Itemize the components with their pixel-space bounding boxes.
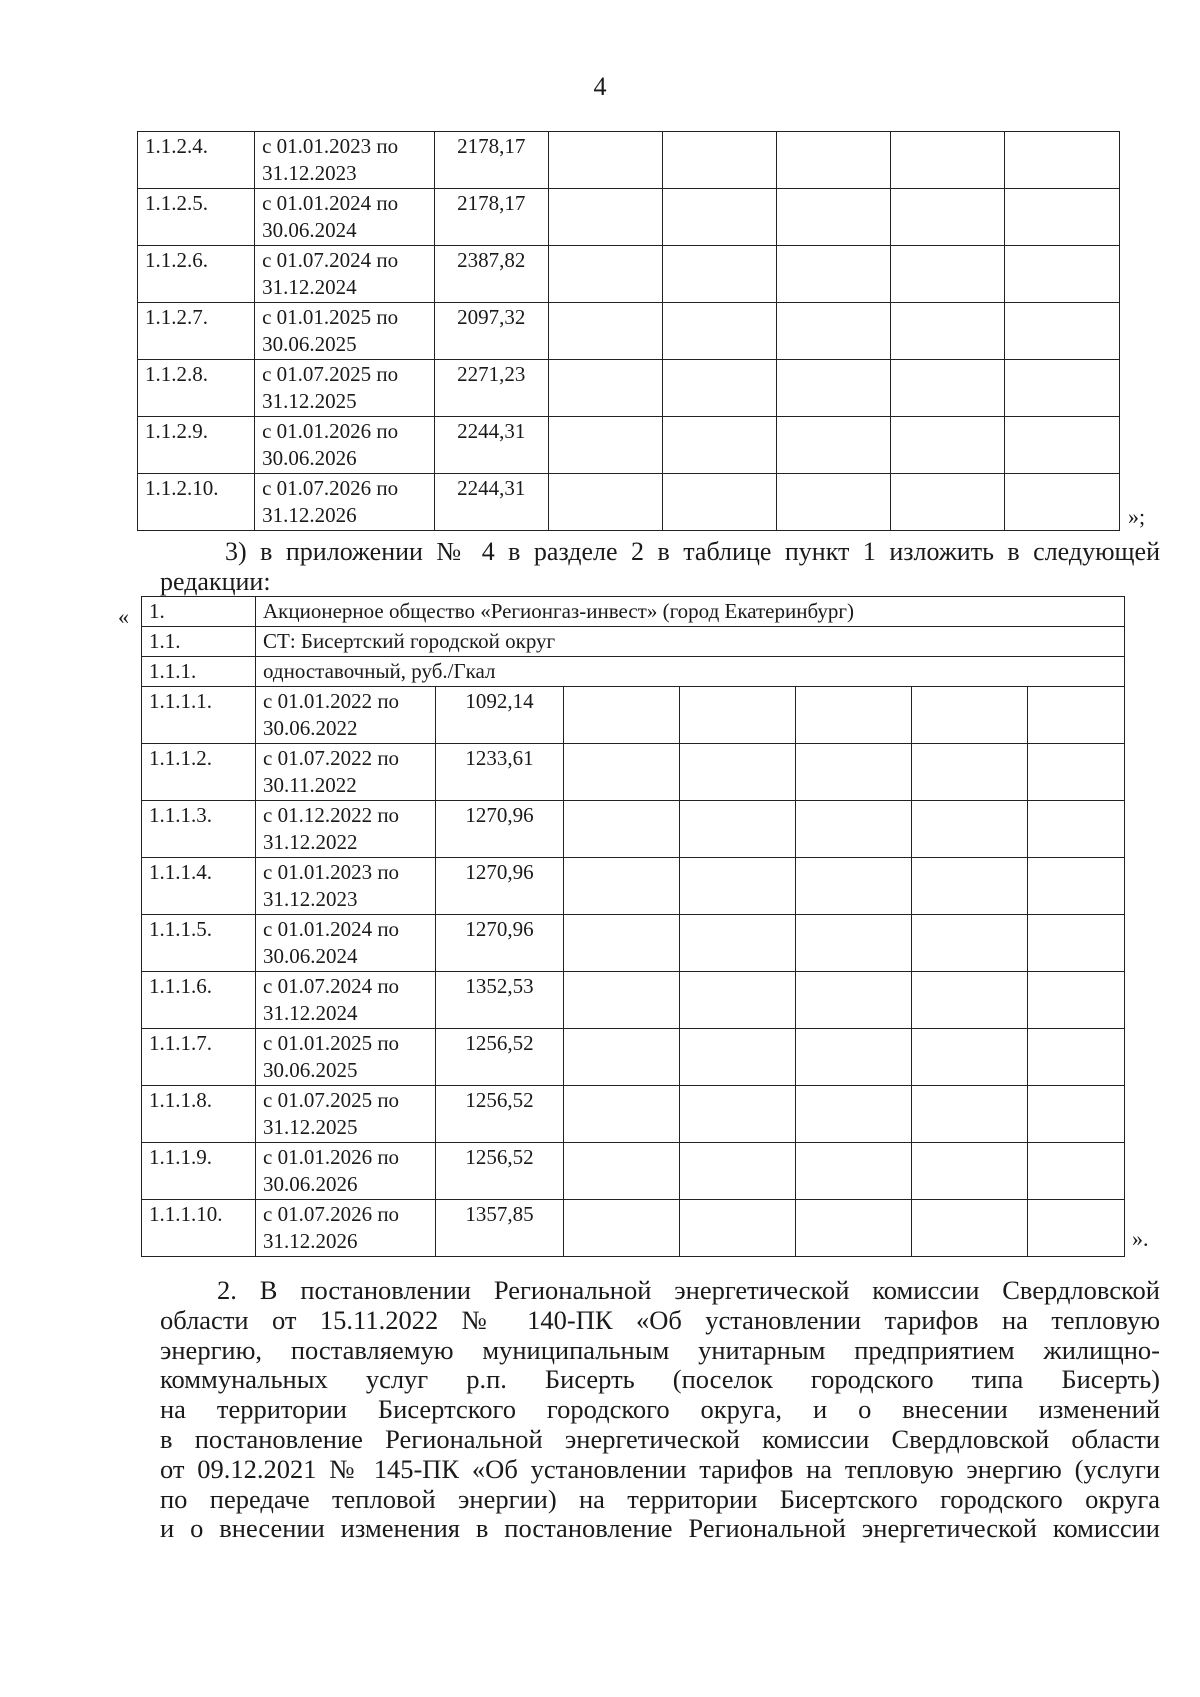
period-end: 30.06.2026 (263, 1172, 358, 1196)
tariff-value-cell: 1270,96 (436, 801, 564, 858)
period-cell (256, 1029, 436, 1086)
empty-cell (564, 1143, 680, 1200)
period-end: 30.11.2022 (263, 773, 357, 797)
empty-cell (1004, 132, 1119, 189)
empty-cell (890, 132, 1004, 189)
empty-cell (662, 303, 776, 360)
row-number-cell: 1.1. (142, 627, 256, 657)
table-row (142, 1200, 1125, 1257)
empty-cell (680, 687, 796, 744)
paragraph-2-line: энергию, поставляемую муниципальным унитарным предприятием жилищно- (160, 1334, 1160, 1365)
tariff-value-cell: 1092,14 (436, 687, 564, 744)
table-bottom-closing-quote: ». (1132, 1226, 1149, 1251)
period-cell (256, 915, 436, 972)
empty-cell (1028, 1143, 1125, 1200)
paragraph-3-line-2: редакции: (160, 567, 271, 596)
table-row (142, 858, 1125, 915)
row-number-cell: 1.1.1.4. (142, 858, 256, 915)
table-row (142, 744, 1125, 801)
paragraph-2-line: и о внесении изменения в постановление Региональной энергетической комиссии (160, 1513, 1160, 1544)
table-row (138, 360, 1120, 417)
paragraph-2-line: 2. В постановлении Региональной энергетической комиссии Свердловской (217, 1275, 1160, 1305)
period-cell (256, 801, 436, 858)
period-end: 30.06.2022 (263, 716, 358, 740)
empty-cell (912, 744, 1028, 801)
table-row (142, 1029, 1125, 1086)
table-row (138, 189, 1120, 246)
table-row (138, 474, 1120, 531)
paragraph-3-line-1: 3) в приложении № 4 в разделе 2 в таблице пункт 1 изложить в следующей (225, 537, 1160, 566)
table-row (138, 417, 1120, 474)
period-start: с 01.07.2022 по (263, 746, 400, 770)
row-number-cell: 1.1.1.5. (142, 915, 256, 972)
tariff-value-cell: 2178,17 (434, 132, 548, 189)
tariff-value-cell: 1256,52 (436, 1086, 564, 1143)
empty-cell (796, 858, 912, 915)
period-end: 30.06.2024 (263, 944, 358, 968)
empty-cell (776, 360, 890, 417)
empty-cell (796, 1029, 912, 1086)
empty-cell (1004, 360, 1119, 417)
empty-cell (564, 915, 680, 972)
period-cell (255, 189, 435, 246)
period-end: 31.12.2024 (262, 275, 357, 299)
period-cell (255, 474, 435, 531)
row-number-cell: 1.1.1.1. (142, 687, 256, 744)
row-number-cell: 1.1.1.3. (142, 801, 256, 858)
paragraph-2-line: в постановление Региональной энергетической комиссии Свердловской области (160, 1423, 1160, 1454)
empty-cell (662, 189, 776, 246)
row-number-cell: 1.1.1. (142, 657, 256, 687)
empty-cell (890, 303, 1004, 360)
period-end: 31.12.2026 (263, 1229, 358, 1253)
table-top-closing-quote: »; (1128, 504, 1146, 529)
paragraph-2 (160, 1276, 1160, 1544)
row-number-cell: 1.1.2.9. (138, 417, 255, 474)
empty-cell (680, 858, 796, 915)
empty-cell (680, 1086, 796, 1143)
period-start: с 01.01.2025 по (262, 305, 399, 329)
table-row (142, 915, 1125, 972)
empty-cell (776, 303, 890, 360)
period-cell (256, 1143, 436, 1200)
empty-cell (564, 687, 680, 744)
row-number-cell: 1.1.1.8. (142, 1086, 256, 1143)
tariff-value-cell: 1270,96 (436, 915, 564, 972)
period-end: 31.12.2025 (262, 389, 357, 413)
row-number-cell: 1. (142, 597, 256, 627)
page-number: 4 (593, 72, 607, 101)
paragraph-2-line: по передаче тепловой энергии) на территории Бисертского городского округа (160, 1483, 1160, 1514)
period-start: с 01.01.2026 по (263, 1145, 400, 1169)
empty-cell (1028, 972, 1125, 1029)
row-number-cell: 1.1.2.6. (138, 246, 255, 303)
empty-cell (548, 132, 662, 189)
paragraph-2-line: области от 15.11.2022 № 140-ПК «Об установлении тарифов на тепловую (160, 1304, 1160, 1335)
empty-cell (1028, 1029, 1125, 1086)
tariff-value-cell: 1270,96 (436, 858, 564, 915)
table-row (138, 132, 1120, 189)
period-end: 31.12.2026 (262, 503, 357, 527)
period-start: с 01.01.2026 по (262, 419, 399, 443)
empty-cell (890, 246, 1004, 303)
empty-cell (1004, 303, 1119, 360)
period-cell (255, 360, 435, 417)
empty-cell (1004, 246, 1119, 303)
tariff-value-cell: 2271,23 (434, 360, 548, 417)
table-header-row (142, 627, 1125, 657)
row-number-cell: 1.1.1.7. (142, 1029, 256, 1086)
period-cell (255, 132, 435, 189)
tariff-value-cell: 1352,53 (436, 972, 564, 1029)
empty-cell (1004, 189, 1119, 246)
period-cell (256, 687, 436, 744)
empty-cell (680, 1200, 796, 1257)
period-start: с 01.01.2023 по (263, 860, 400, 884)
table-row (142, 687, 1125, 744)
table-header-row (142, 597, 1125, 627)
empty-cell (680, 1029, 796, 1086)
empty-cell (890, 474, 1004, 531)
row-caption-cell: СТ: Бисертский городской округ (256, 627, 1125, 657)
empty-cell (662, 132, 776, 189)
row-number-cell: 1.1.2.10. (138, 474, 255, 531)
period-start: с 01.07.2026 по (262, 476, 399, 500)
empty-cell (796, 1143, 912, 1200)
empty-cell (680, 801, 796, 858)
row-caption-cell: одноставочный, руб./Гкал (256, 657, 1125, 687)
tariff-value-cell: 2244,31 (434, 474, 548, 531)
period-end: 31.12.2022 (263, 830, 358, 854)
empty-cell (912, 915, 1028, 972)
empty-cell (776, 246, 890, 303)
row-number-cell: 1.1.2.7. (138, 303, 255, 360)
period-cell (255, 303, 435, 360)
period-cell (256, 744, 436, 801)
empty-cell (548, 360, 662, 417)
empty-cell (912, 687, 1028, 744)
row-number-cell: 1.1.1.9. (142, 1143, 256, 1200)
period-cell (255, 246, 435, 303)
period-end: 30.06.2025 (263, 1058, 358, 1082)
period-cell (256, 1086, 436, 1143)
empty-cell (548, 189, 662, 246)
row-number-cell: 1.1.2.5. (138, 189, 255, 246)
table-row (142, 972, 1125, 1029)
tariff-table-top (137, 131, 1120, 531)
table-row (142, 1086, 1125, 1143)
empty-cell (1028, 915, 1125, 972)
period-start: с 01.01.2022 по (263, 689, 400, 713)
period-end: 30.06.2024 (262, 218, 357, 242)
empty-cell (1028, 801, 1125, 858)
empty-cell (912, 1086, 1028, 1143)
empty-cell (776, 132, 890, 189)
period-start: с 01.01.2023 по (262, 134, 399, 158)
empty-cell (548, 417, 662, 474)
period-end: 30.06.2025 (262, 332, 357, 356)
table-row (138, 246, 1120, 303)
empty-cell (564, 1200, 680, 1257)
empty-cell (912, 858, 1028, 915)
period-start: с 01.07.2025 по (263, 1088, 400, 1112)
empty-cell (1028, 1086, 1125, 1143)
empty-cell (796, 687, 912, 744)
period-end: 31.12.2025 (263, 1115, 358, 1139)
table-bottom-open-quote: « (118, 604, 129, 629)
period-start: с 01.07.2024 по (262, 248, 399, 272)
empty-cell (680, 915, 796, 972)
empty-cell (564, 972, 680, 1029)
row-number-cell: 1.1.1.10. (142, 1200, 256, 1257)
table-row (142, 801, 1125, 858)
row-number-cell: 1.1.1.2. (142, 744, 256, 801)
row-number-cell: 1.1.2.4. (138, 132, 255, 189)
empty-cell (548, 303, 662, 360)
tariff-value-cell: 2178,17 (434, 189, 548, 246)
empty-cell (890, 360, 1004, 417)
empty-cell (662, 417, 776, 474)
empty-cell (680, 1143, 796, 1200)
empty-cell (890, 417, 1004, 474)
tariff-value-cell: 1233,61 (436, 744, 564, 801)
tariff-value-cell: 2244,31 (434, 417, 548, 474)
empty-cell (662, 474, 776, 531)
empty-cell (662, 360, 776, 417)
empty-cell (796, 1200, 912, 1257)
empty-cell (1004, 474, 1119, 531)
empty-cell (1004, 417, 1119, 474)
empty-cell (796, 1086, 912, 1143)
table-row (142, 1143, 1125, 1200)
empty-cell (776, 474, 890, 531)
empty-cell (912, 1200, 1028, 1257)
empty-cell (1028, 1200, 1125, 1257)
empty-cell (796, 744, 912, 801)
period-start: с 01.07.2026 по (263, 1202, 400, 1226)
period-start: с 01.01.2025 по (263, 1031, 400, 1055)
paragraph-2-line: коммунальных услуг р.п. Бисерть (поселок городского типа Бисерть) (160, 1364, 1160, 1395)
empty-cell (796, 972, 912, 1029)
empty-cell (564, 1086, 680, 1143)
period-end: 31.12.2024 (263, 1001, 358, 1025)
tariff-value-cell: 1256,52 (436, 1143, 564, 1200)
empty-cell (564, 1029, 680, 1086)
tariff-value-cell: 2387,82 (434, 246, 548, 303)
period-cell (255, 417, 435, 474)
tariff-value-cell: 2097,32 (434, 303, 548, 360)
tariff-value-cell: 1256,52 (436, 1029, 564, 1086)
empty-cell (776, 417, 890, 474)
period-end: 30.06.2026 (262, 446, 357, 470)
row-caption-cell: Акционерное общество «Регионгаз-инвест» (город Екатеринбург) (256, 597, 1125, 627)
period-start: с 01.07.2024 по (263, 974, 400, 998)
empty-cell (1028, 687, 1125, 744)
empty-cell (912, 972, 1028, 1029)
empty-cell (1028, 744, 1125, 801)
period-start: с 01.07.2025 по (262, 362, 399, 386)
empty-cell (912, 1029, 1028, 1086)
tariff-table-bottom (141, 596, 1125, 1257)
empty-cell (796, 801, 912, 858)
empty-cell (564, 801, 680, 858)
empty-cell (662, 246, 776, 303)
paragraph-2-line: на территории Бисертского городского округа, и о внесении изменений (160, 1394, 1160, 1425)
period-start: с 01.01.2024 по (262, 191, 399, 215)
period-start: с 01.12.2022 по (263, 803, 400, 827)
tariff-value-cell: 1357,85 (436, 1200, 564, 1257)
empty-cell (548, 474, 662, 531)
empty-cell (548, 246, 662, 303)
period-start: с 01.01.2024 по (263, 917, 400, 941)
empty-cell (912, 1143, 1028, 1200)
empty-cell (680, 972, 796, 1029)
period-cell (256, 858, 436, 915)
period-cell (256, 972, 436, 1029)
empty-cell (890, 189, 1004, 246)
row-number-cell: 1.1.2.8. (138, 360, 255, 417)
empty-cell (912, 801, 1028, 858)
empty-cell (1028, 858, 1125, 915)
empty-cell (564, 744, 680, 801)
empty-cell (680, 744, 796, 801)
period-cell (256, 1200, 436, 1257)
empty-cell (796, 915, 912, 972)
table-row (138, 303, 1120, 360)
table-header-row (142, 657, 1125, 687)
period-end: 31.12.2023 (263, 887, 358, 911)
row-number-cell: 1.1.1.6. (142, 972, 256, 1029)
empty-cell (776, 189, 890, 246)
empty-cell (564, 858, 680, 915)
paragraph-2-line: от 09.12.2021 № 145-ПК «Об установлении тарифов на тепловую энергию (услуги (160, 1453, 1160, 1484)
period-end: 31.12.2023 (262, 161, 357, 185)
